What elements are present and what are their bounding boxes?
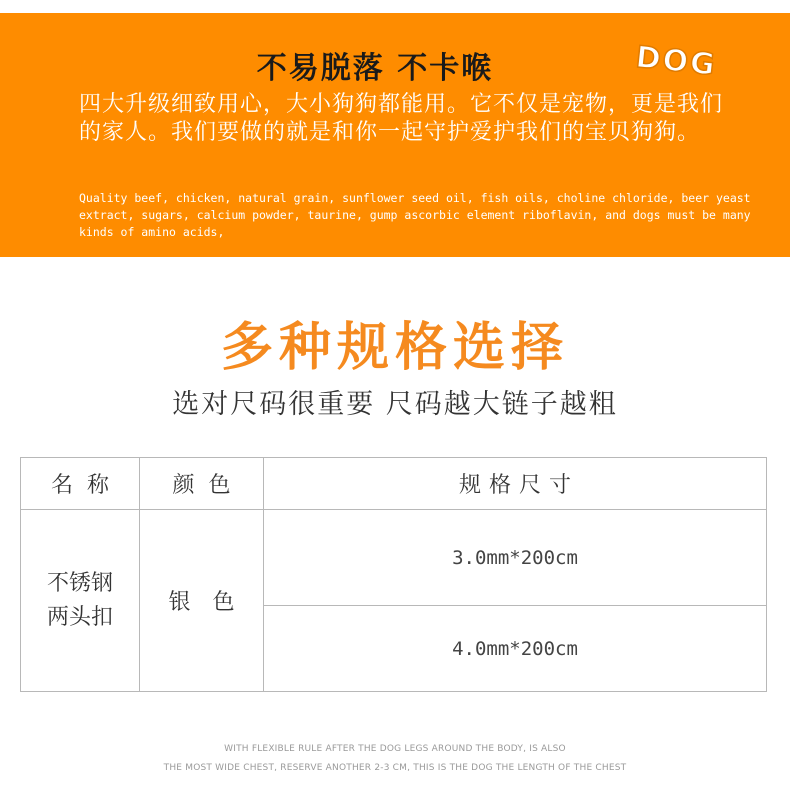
product-name-line: 两头扣 bbox=[46, 604, 113, 630]
dog-logo-text: DOG bbox=[634, 39, 719, 84]
orange-banner bbox=[0, 13, 790, 257]
section-subtitle: 选对尺码很重要 尺码越大链子越粗 bbox=[172, 389, 618, 420]
dog-logo-icon bbox=[626, 33, 726, 89]
banner-description: 四大升级细致用心，大小狗狗都能用。它不仅是宠物，更是我们的家人。我们要做的就是和你一起守护爱护我们的宝贝狗狗。 bbox=[79, 92, 724, 145]
header-color: 颜色 bbox=[172, 473, 245, 498]
banner-english-text: Quality beef, chicken, natural grain, sunflower seed oil, fish oils, choline chloride, beer yeast extract, sugars, calcium powder, taurine, gump ascorbic element riboflavin, and dogs must be many kinds of amino acids, bbox=[79, 191, 751, 239]
product-name-line: 不锈钢 bbox=[46, 570, 113, 596]
footer-note bbox=[0, 740, 790, 778]
product-name-cell bbox=[21, 510, 139, 691]
footer-line: WITH FLEXIBLE RULE AFTER THE DOG LEGS AROUND THE BODY, IS ALSO bbox=[224, 744, 566, 754]
header-name: 名称 bbox=[50, 473, 123, 498]
color-cell: 银色 bbox=[168, 590, 257, 615]
size-cell: 3.0mm*200cm bbox=[452, 546, 578, 569]
spec-table bbox=[20, 457, 767, 692]
header-spec-size: 规格尺寸 bbox=[458, 473, 579, 498]
section-title: 多种规格选择 bbox=[220, 318, 569, 378]
size-cell: 4.0mm*200cm bbox=[452, 637, 578, 660]
banner-title: 不易脱落 不卡喉 bbox=[256, 51, 494, 86]
footer-line: THE MOST WIDE CHEST, RESERVE ANOTHER 2-3 CM, THIS IS THE DOG THE LENGTH OF THE CHEST bbox=[163, 763, 627, 773]
